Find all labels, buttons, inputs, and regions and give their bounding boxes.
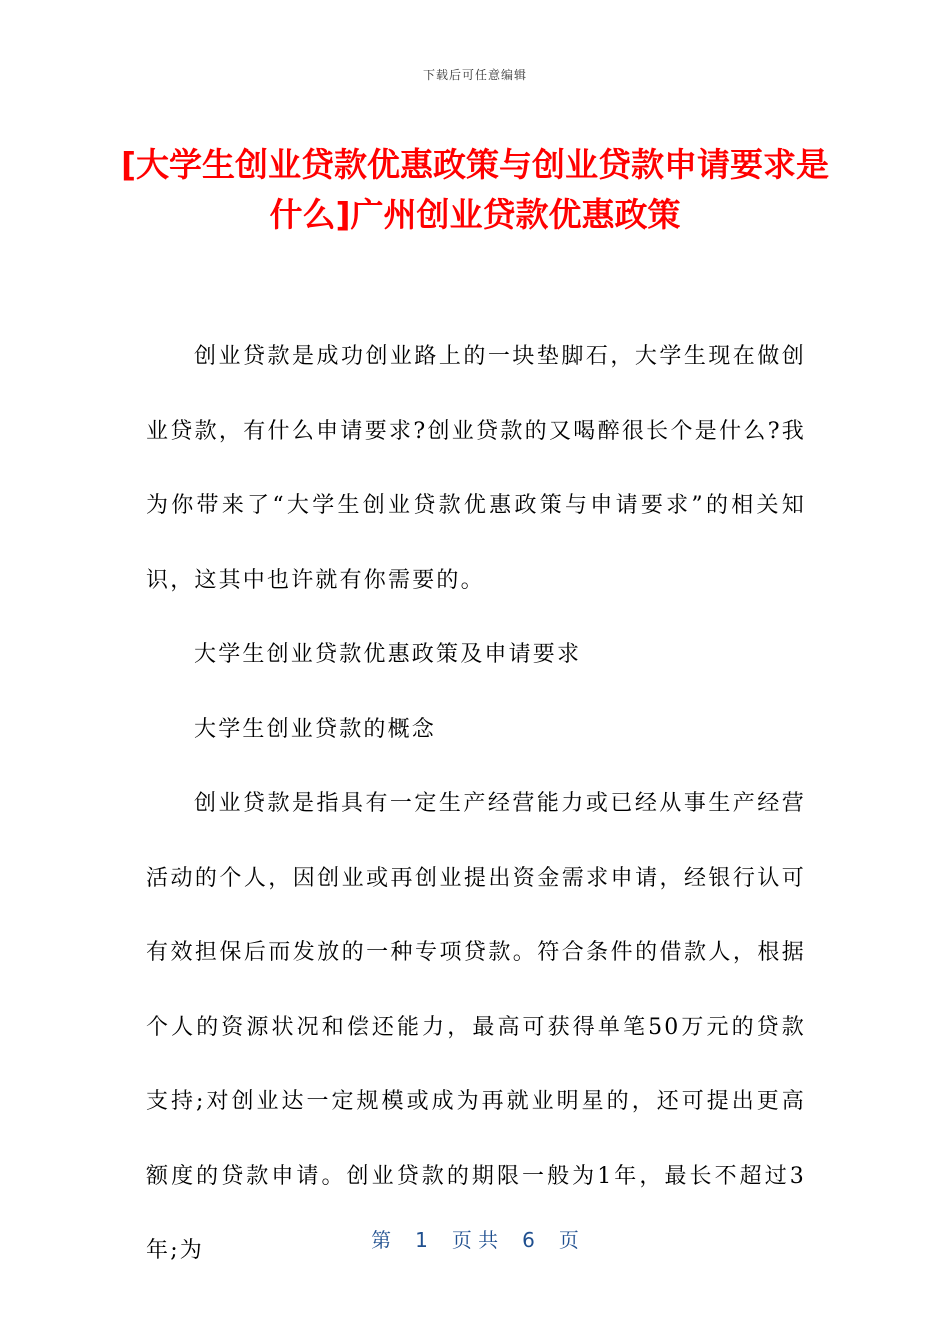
document-body xyxy=(146,320,806,1289)
paragraph-section-heading: 大学生创业贷款优惠政策及申请要求 xyxy=(194,642,582,667)
page-footer xyxy=(0,1224,950,1253)
footer-total-unit: 页 xyxy=(558,1228,579,1252)
footer-page-label: 第 xyxy=(371,1228,392,1252)
footer-current-page: 1 xyxy=(415,1228,428,1252)
document-title: [大学生创业贷款优惠政策与创业贷款申请要求是什么]广州创业贷款优惠政策 xyxy=(120,145,830,234)
footer-total-label: 共 xyxy=(478,1228,499,1252)
paragraph-subheading: 大学生创业贷款的概念 xyxy=(194,716,437,742)
footer-page-unit: 页 xyxy=(451,1228,472,1252)
footer-total-pages: 6 xyxy=(522,1228,535,1252)
paragraph-definition: 创业贷款是指具有一定生产经营能力或已经从事生产经营活动的个人，因创业或再创业提出资金需求申请，经银行认可有效担保后而发放的一种专项贷款。符合条件的借款人，根据个人的资源状况和偿还能力，最高可获得单笔50万元的贷款支持;对创业达一定规模或成为再就业明星的，还可提出更高额度的贷款申请。创业贷款的期限一般为1年，最长不超过3年;为 xyxy=(146,791,806,1263)
paragraph-intro: 创业贷款是成功创业路上的一块垫脚石，大学生现在做创业贷款，有什么申请要求?创业贷款的又喝醉很长个是什么?我为你带来了“大学生创业贷款优惠政策与申请要求”的相关知识，这其中也许就有你需要的。 xyxy=(146,344,806,593)
header-note: 下载后可任意编辑 xyxy=(422,68,527,82)
